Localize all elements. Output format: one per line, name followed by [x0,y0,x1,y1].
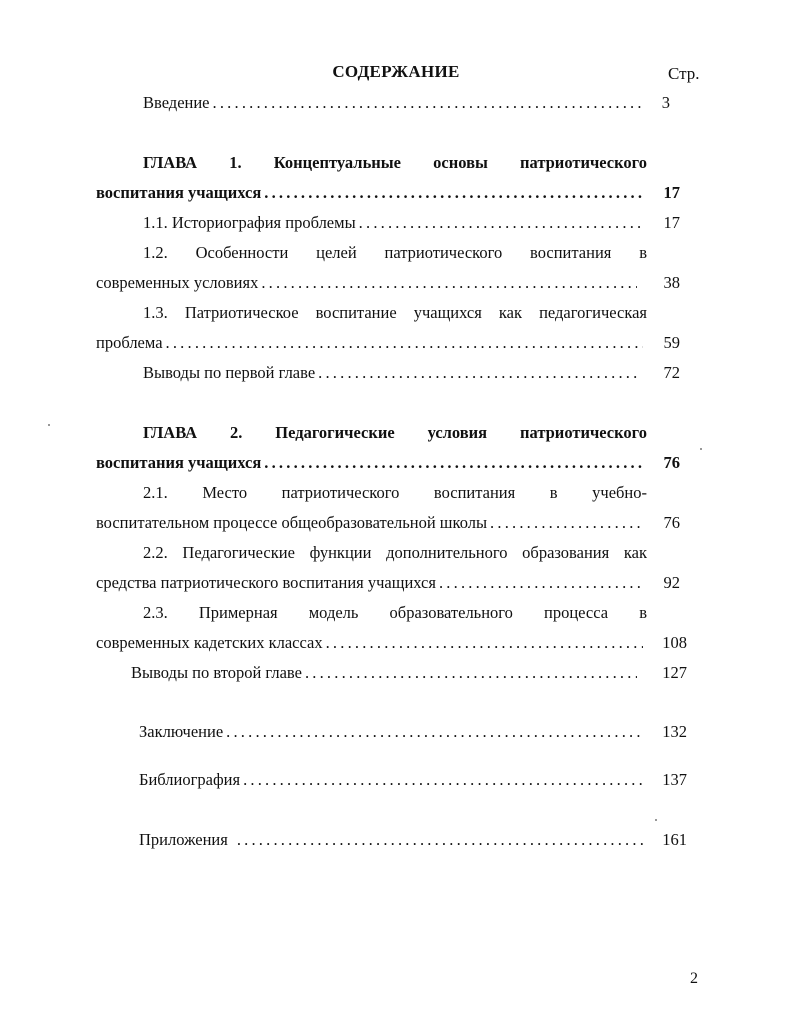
toc-entry-label: воспитания учащихся [96,453,262,472]
dot-leader [305,662,637,684]
toc-page-number: 132 [662,722,687,741]
toc-entry-2-1-line1: 2.1. Место патриотического воспитания в учебно- [143,483,647,502]
toc-entry-chapter-2 [96,452,647,474]
toc-entry-appendices [139,829,647,851]
toc-entry-2-2-line1: 2.2. Педагогические функции дополнительного образования как [143,543,647,562]
toc-entry-label: современных условиях [96,273,259,292]
scan-speck [655,819,657,821]
chapter-1-heading-line1: ГЛАВА 1. Концептуальные основы патриотического [143,153,647,172]
page-column-header: Стр. [668,64,700,83]
toc-page-number: 59 [663,333,680,352]
toc-entry-2-3 [96,632,647,654]
toc-entry-label: Введение [143,93,210,112]
dot-leader [226,721,643,743]
toc-entry-intro [143,92,647,114]
dot-leader [264,452,643,474]
dot-leader [359,212,643,234]
dot-leader [166,332,643,354]
toc-entry-2-2 [96,572,647,594]
toc-page-number: 76 [663,453,680,472]
toc-entry-1-3 [96,332,647,354]
toc-entry-conclusions-1 [143,362,641,384]
toc-entry-label: воспитательном процессе общеобразовательной школы [96,513,488,532]
toc-page-number: 38 [663,273,680,292]
scan-speck [48,424,50,426]
toc-entry-label: современных кадетских классах [96,633,323,652]
toc-entry-conclusion [139,721,647,743]
toc-entry-chapter-1 [96,182,647,204]
toc-entry-1-2-line1: 1.2. Особенности целей патриотического воспитания в [143,243,647,262]
toc-entry-label: Выводы по первой главе [143,363,316,382]
dot-leader [318,362,637,384]
toc-page-number: 127 [662,663,687,682]
toc-entry-bibliography [139,769,647,791]
toc-page-number: 3 [661,93,670,112]
chapter-2-heading-line1: ГЛАВА 2. Педагогические условия патриотического [143,423,647,442]
toc-entry-label: Приложения [139,830,228,849]
toc-entry-label: проблема [96,333,163,352]
page-number: 2 [690,970,698,987]
toc-title: СОДЕРЖАНИЕ [332,62,460,81]
dot-leader [490,512,643,534]
toc-page-number: 161 [662,830,687,849]
toc-entry-1-1 [143,212,647,234]
dot-leader [261,272,637,294]
toc-entry-2-1 [96,512,647,534]
toc-entry-label: воспитания учащихся [96,183,262,202]
toc-entry-2-3-line1: 2.3. Примерная модель образовательного процесса в [143,603,647,622]
dot-leader [264,182,643,204]
dot-leader [326,632,643,654]
dot-leader [243,769,643,791]
toc-entry-1-3-line1: 1.3. Патриотическое воспитание учащихся как педагогическая [143,303,647,322]
toc-entry-label: Заключение [139,722,224,741]
toc-entry-conclusions-2 [131,662,641,684]
toc-page-number: 76 [663,513,680,532]
toc-entry-label: Библиография [139,770,241,789]
dot-leader [213,92,643,114]
dot-leader [237,829,643,851]
toc-entry-1-2 [96,272,641,294]
toc-page-number: 72 [663,363,680,382]
toc-page-number: 17 [663,213,680,232]
dot-leader [439,572,643,594]
toc-page-number: 108 [662,633,687,652]
toc-page-number: 92 [663,573,680,592]
toc-entry-label: Выводы по второй главе [131,663,302,682]
toc-page-number: 17 [663,183,680,202]
toc-entry-label: средства патриотического воспитания учащихся [96,573,436,592]
toc-entry-label: 1.1. Историография проблемы [143,213,356,232]
toc-page-number: 137 [662,770,687,789]
scan-speck [700,448,702,450]
